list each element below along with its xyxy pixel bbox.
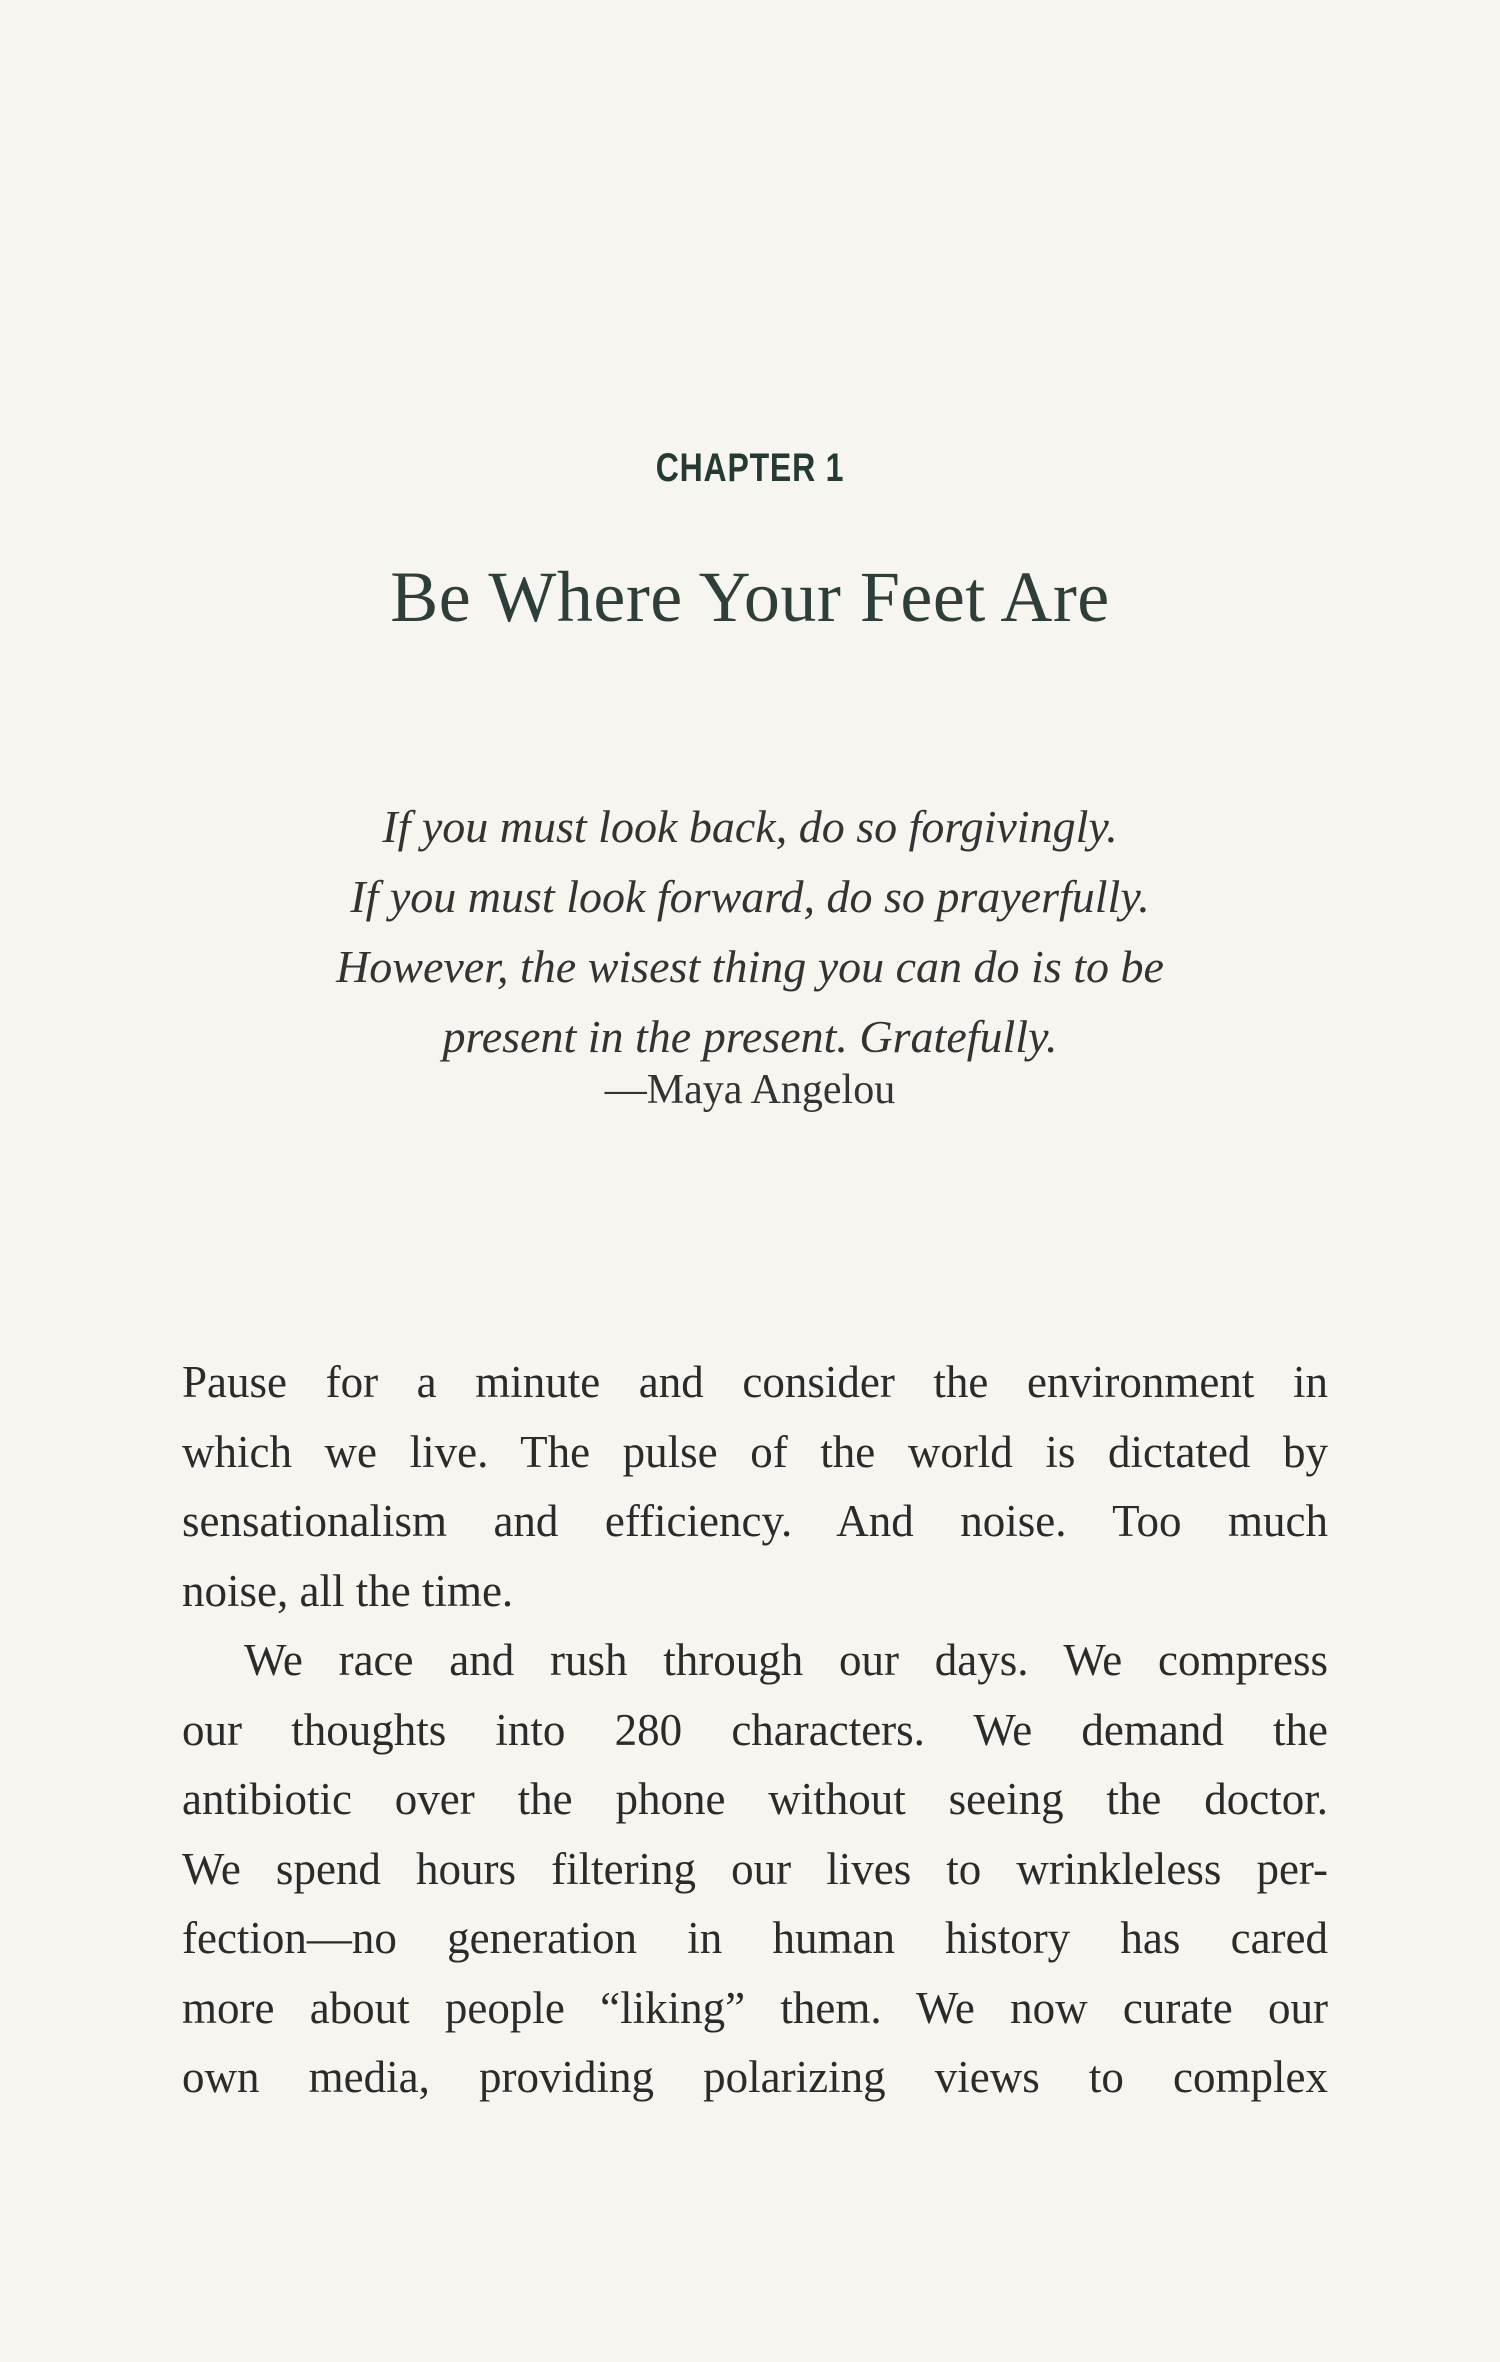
text-line: sensationalism and efficiency. And noise. Too much [182, 1496, 1328, 1546]
epigraph-line: present in the present. Gratefully. [442, 1011, 1058, 1062]
epigraph-line: However, the wisest thing you can do is to be [336, 941, 1164, 992]
epigraph-line: If you must look back, do so forgivingly. [382, 801, 1118, 852]
text-line: antibiotic over the phone without seeing the doctor. [182, 1774, 1328, 1824]
text-line: more about people “liking” them. We now curate our [182, 1982, 1328, 2033]
chapter-title: Be Where Your Feet Are [390, 557, 1110, 637]
text-line: own media, providing polarizing views to complex [182, 2052, 1328, 2102]
body-text [182, 1348, 1328, 2113]
text-line: We spend hours filtering our lives to wrinkleless per- [182, 1843, 1328, 1894]
text-line: fection—no generation in human history has cared [182, 1913, 1328, 1963]
epigraph-line: If you must look forward, do so prayerfully. [350, 871, 1150, 922]
epigraph-attribution: —Maya Angelou [604, 1067, 896, 1113]
text-line: Pause for a minute and consider the environment in [182, 1357, 1328, 1407]
epigraph-quote [0, 792, 1500, 1072]
text-line: We race and rush through our days. We compress [244, 1635, 1328, 1685]
paragraph [182, 1348, 1328, 1626]
text-line: noise, all the time. [182, 1565, 514, 1616]
chapter-label: CHAPTER 1 [655, 446, 845, 490]
paragraph [182, 1626, 1328, 2113]
text-line: our thoughts into 280 characters. We demand the [182, 1704, 1328, 1755]
text-line: which we live. The pulse of the world is dictated by [182, 1426, 1328, 1477]
